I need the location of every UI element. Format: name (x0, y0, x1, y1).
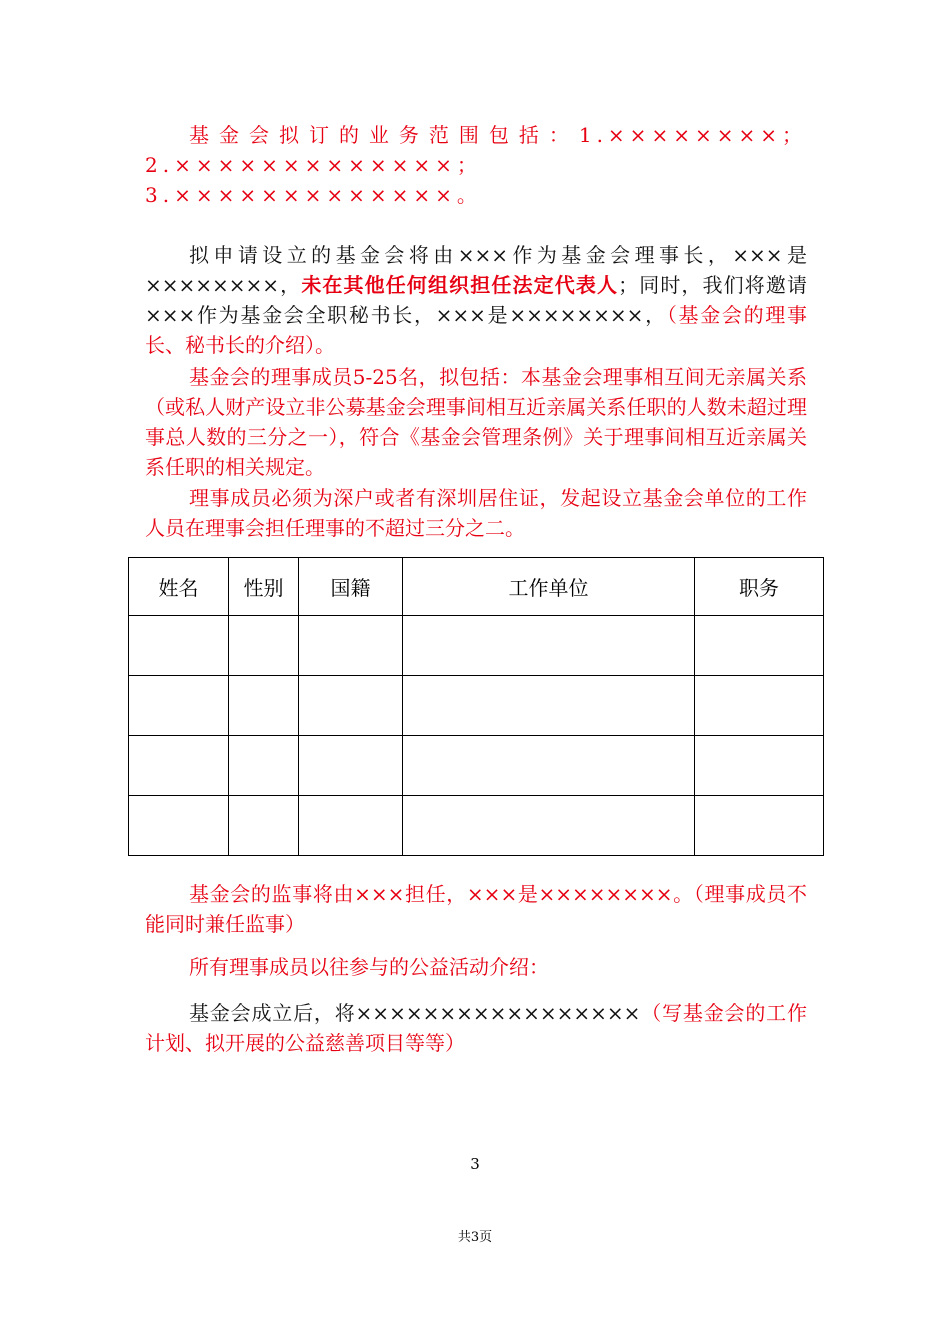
table-cell (695, 616, 824, 676)
chairman-paragraph (145, 240, 807, 360)
table-cell (403, 616, 695, 676)
table-cell (229, 736, 299, 796)
chairman-bold-note: 未在其他任何组织担任法定代表人 (301, 273, 619, 297)
table-cell (129, 616, 229, 676)
work-plan-text: 基金会成立后，将××××××××××××××××× (189, 1001, 641, 1025)
table-cell (229, 616, 299, 676)
header-gender: 性别 (229, 558, 299, 616)
table-cell (299, 796, 403, 856)
page-number: 3 (470, 1155, 480, 1173)
table-row (129, 616, 824, 676)
table-cell (229, 676, 299, 736)
table-cell (129, 736, 229, 796)
table-row (129, 736, 824, 796)
header-employer: 工作单位 (403, 558, 695, 616)
header-nationality: 国籍 (299, 558, 403, 616)
table-cell (695, 796, 824, 856)
table-cell (403, 736, 695, 796)
table-cell (403, 796, 695, 856)
work-plan-red-note: （写基金会的工作计划、拟开展的公益慈善项目等等） (145, 1001, 807, 1055)
chairman-red-note: （基金会的理事长、秘书长的介绍）。 (145, 303, 808, 357)
supervisor-paragraph: 基金会的监事将由×××担任，×××是××××××××。（理事成员不能同时兼任监事） (145, 882, 807, 936)
table-cell (129, 796, 229, 856)
table-header-row (129, 558, 824, 616)
table-cell (299, 616, 403, 676)
chairman-text-a: 拟申请设立的基金会将由×××作为基金会理事长，×××是××××××××， (145, 243, 807, 297)
work-plan-paragraph (145, 998, 807, 1058)
table-row (129, 676, 824, 736)
header-name: 姓名 (129, 558, 229, 616)
board-member-table (128, 557, 824, 856)
residency-paragraph: 理事成员必须为深户或者有深圳居住证，发起设立基金会单位的工作人员在理事会担任理事的不超过三分之二。 (145, 486, 807, 540)
page-total: 共3页 (457, 1230, 493, 1245)
table-cell (129, 676, 229, 736)
table-cell (229, 796, 299, 856)
table-row (129, 796, 824, 856)
activities-paragraph: 所有理事成员以往参与的公益活动介绍： (189, 955, 549, 979)
header-position: 职务 (695, 558, 824, 616)
chairman-text-b: ；同时，我们将邀请×××作为基金会全职秘书长，×××是××××××××， (145, 273, 808, 327)
table-cell (299, 676, 403, 736)
table-cell (695, 676, 824, 736)
business-scope-paragraph: 基金会拟订的业务范围包括：1.××××××××；2.×××××××××××××；3.×××××××××××××。 (145, 123, 807, 207)
table-cell (403, 676, 695, 736)
board-members-paragraph: 基金会的理事成员5-25名，拟包括：本基金会理事相互间无亲属关系（或私人财产设立非公募基金会理事间相互近亲属关系任职的人数未超过理事总人数的三分之一），符合《基金会管理条例》关于理事间相互近亲属关系任职的相关规定。 (145, 365, 807, 479)
table-cell (299, 736, 403, 796)
table-cell (695, 736, 824, 796)
